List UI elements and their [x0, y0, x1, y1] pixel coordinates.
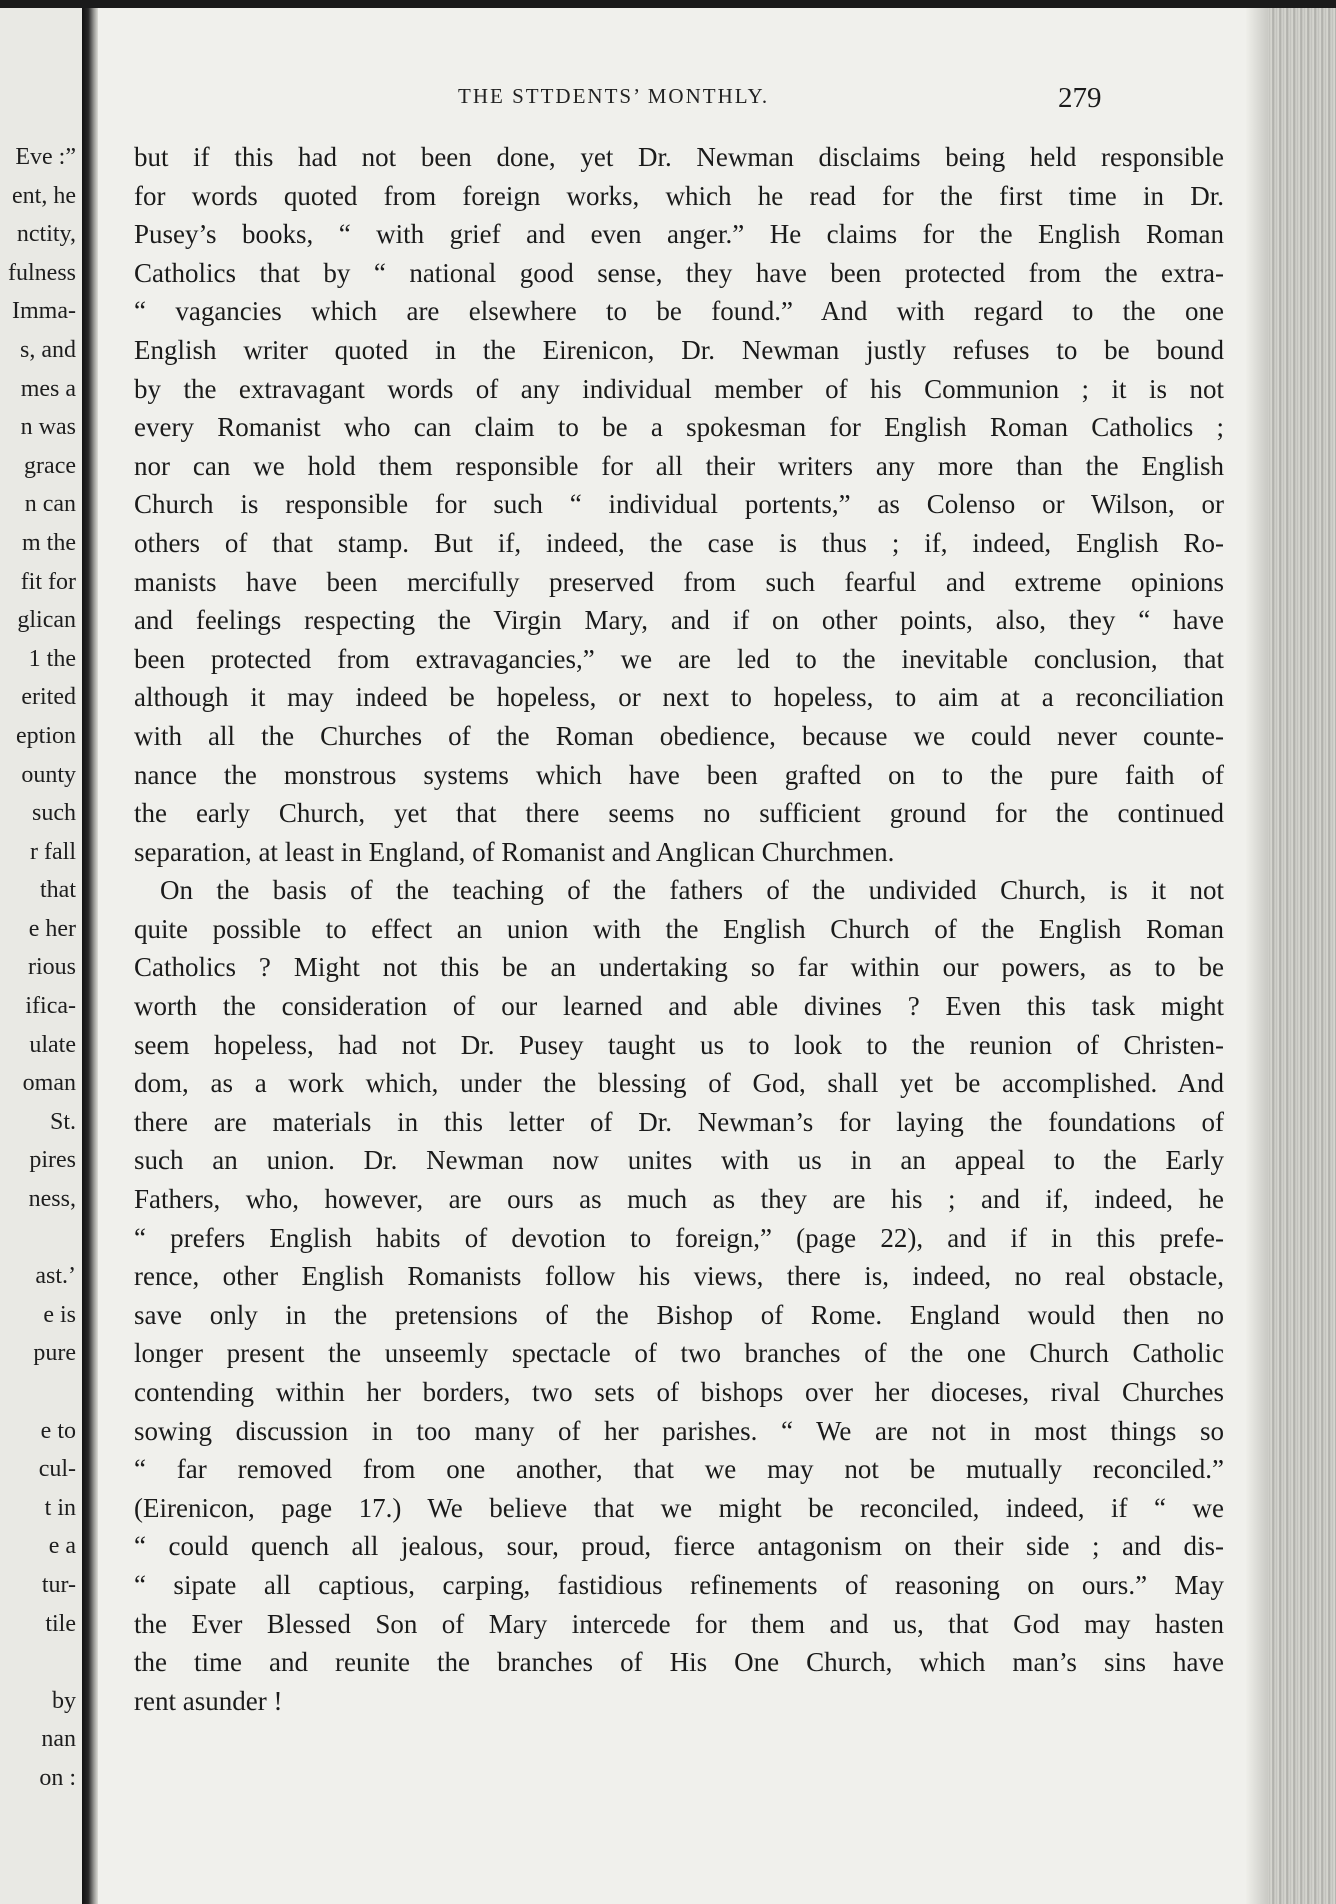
text-line: with all the Churches of the Roman obedience, because we could never counte- [134, 720, 1224, 751]
left-page-line: nctity, [16, 221, 76, 248]
left-page-line: such [32, 800, 76, 827]
text-line: others of that stamp. But if, indeed, the case is thus ; if, indeed, English Ro- [134, 527, 1224, 558]
left-page-line: mes a [20, 375, 76, 402]
left-page-line: ifica- [25, 993, 76, 1020]
text-line: such an union. Dr. Newman now unites with us in an appeal to the Early [134, 1145, 1224, 1176]
left-page-line: e a [48, 1533, 76, 1560]
text-line: contending within her borders, two sets of bishops over her dioceses, rival Churches [134, 1377, 1224, 1407]
left-page-line: n can [24, 491, 76, 518]
text-line: although it may indeed be hopeless, or next to hopeless, to aim at a reconciliation [134, 682, 1224, 713]
text-line: but if this had not been done, yet Dr. Newman disclaims being held responsible [134, 142, 1224, 172]
text-line: rent asunder ! [134, 1685, 283, 1716]
text-line: On the basis of the teaching of the fathers of the undivided Church, is it not [160, 875, 1224, 906]
text-line: Catholics ? Might not this be an undertaking so far within our powers, as to be [134, 952, 1224, 983]
left-page-line: t in [44, 1494, 76, 1521]
scan-border [0, 0, 1336, 8]
left-page-line: 1 the [28, 645, 76, 672]
text-line: the early Church, yet that there seems no sufficient ground for the continued [134, 798, 1224, 829]
text-line: Pusey’s books, “ with grief and even anger.” He claims for the English Roman [134, 219, 1224, 250]
text-line: Catholics that by “ national good sense, they have been protected from the extra- [134, 257, 1224, 288]
left-page-line: nan [41, 1726, 76, 1753]
left-page-line: ent, he [12, 182, 76, 209]
text-line: nor can we hold them responsible for all their writers any more than the English [134, 450, 1224, 481]
left-facing-page [0, 8, 82, 1904]
left-page-line: e is [43, 1301, 76, 1328]
left-page-line: Imma- [12, 298, 76, 325]
text-line: for words quoted from foreign works, which he read for the first time in Dr. [134, 180, 1224, 211]
page-edge-shadow [1246, 8, 1268, 1904]
left-page-line: erited [21, 684, 76, 711]
left-page-line: St. [49, 1108, 76, 1135]
left-page-line: tile [45, 1610, 76, 1637]
page-279 [98, 8, 1246, 1904]
book-gutter [82, 8, 98, 1904]
left-page-line: m the [22, 529, 76, 556]
left-page-line: glican [17, 607, 76, 634]
text-line: sowing discussion in too many of her parishes. “ We are not in most things so [134, 1415, 1224, 1446]
text-line: separation, at least in England, of Romanist and Anglican Churchmen. [134, 836, 895, 867]
text-line: seem hopeless, had not Dr. Pusey taught us to look to the reunion of Christen- [134, 1029, 1224, 1060]
text-line: every Romanist who can claim to be a spokesman for English Roman Catholics ; [134, 412, 1224, 443]
text-line: rence, other English Romanists follow his views, there is, indeed, no real obstacle, [134, 1261, 1224, 1292]
text-line: (Eirenicon, page 17.) We believe that we might be reconciled, indeed, if “ we [134, 1492, 1224, 1523]
book-page-edges [1268, 8, 1336, 1904]
left-page-line: Eve :” [15, 144, 76, 170]
text-line: quite possible to effect an union with the English Church of the English Roman [134, 913, 1224, 944]
page-number: 279 [1058, 82, 1102, 114]
left-page-line [8, 1643, 76, 1682]
text-line: Church is responsible for such “ individual portents,” as Colenso or Wilson, or [134, 489, 1224, 520]
left-page-line: pires [29, 1147, 76, 1174]
left-page-line: rious [28, 954, 76, 981]
text-line: English writer quoted in the Eirenicon, Dr. Newman justly refuses to be bound [134, 334, 1224, 365]
left-page-line: eption [16, 722, 76, 749]
left-page-line: fit for [20, 568, 76, 595]
left-page-line: oman [22, 1070, 76, 1097]
left-page-line: r fall [30, 838, 76, 865]
left-page-line [8, 1219, 76, 1258]
text-line: “ prefers English habits of devotion to foreign,” (page 22), and if in this prefe- [134, 1222, 1224, 1253]
text-line: nance the monstrous systems which have been grafted on to the pure faith of [134, 759, 1224, 790]
text-line: the Ever Blessed Son of Mary intercede for them and us, that God may hasten [134, 1608, 1224, 1639]
text-line: longer present the unseemly spectacle of two branches of the one Church Catholic [134, 1338, 1224, 1369]
left-page-line: on : [39, 1764, 76, 1791]
left-page-line: ulate [29, 1031, 76, 1058]
left-page-line: s, and [20, 336, 76, 363]
body-text [134, 138, 1224, 1720]
left-page-line: ness, [28, 1186, 76, 1213]
text-line: been protected from extravagancies,” we are led to the inevitable conclusion, that [134, 643, 1224, 674]
text-line: manists have been mercifully preserved from such fearful and extreme opinions [134, 566, 1224, 597]
text-line: Fathers, who, however, are ours as much as they are his ; and if, indeed, he [134, 1184, 1224, 1215]
text-line: “ could quench all jealous, sour, proud, fierce antagonism on their side ; and dis- [134, 1531, 1224, 1562]
text-line: “ sipate all captious, carping, fastidious refinements of reasoning on ours.” May [134, 1569, 1224, 1600]
left-page-line: ast.’ [35, 1263, 76, 1290]
left-page-line: cul- [38, 1456, 76, 1483]
text-line: “ far removed from one another, that we may not be mutually reconciled.” [134, 1454, 1224, 1485]
running-head [98, 82, 1246, 122]
text-line: save only in the pretensions of the Bishop of Rome. England would then no [134, 1299, 1224, 1330]
left-page-text [8, 138, 76, 1798]
running-title: THE STTDENTS’ MONTHLY. [458, 84, 770, 108]
text-line: worth the consideration of our learned and able divines ? Even this task might [134, 991, 1224, 1022]
text-line: dom, as a work which, under the blessing of God, shall yet be accomplished. And [134, 1068, 1224, 1099]
left-page-line: grace [24, 452, 76, 479]
left-page-line: e her [28, 915, 76, 942]
left-page-line: fulness [8, 259, 76, 286]
left-page-line: n was [20, 414, 76, 441]
left-page-line: e to [40, 1417, 76, 1444]
left-page-line: by [52, 1687, 76, 1714]
left-page-line: that [40, 877, 76, 904]
text-line: the time and reunite the branches of His One Church, which man’s sins have [134, 1647, 1224, 1678]
text-line: there are materials in this letter of Dr. Newman’s for laying the foundations of [134, 1106, 1224, 1137]
left-page-line [8, 1373, 76, 1412]
text-line: by the extravagant words of any individual member of his Communion ; it is not [134, 373, 1224, 404]
text-line: “ vagancies which are elsewhere to be found.” And with regard to the one [134, 296, 1224, 327]
left-page-line: ounty [21, 761, 76, 788]
left-page-line: tur- [41, 1571, 76, 1598]
left-page-line: pure [33, 1340, 76, 1367]
text-line: and feelings respecting the Virgin Mary, and if on other points, also, they “ have [134, 605, 1224, 636]
